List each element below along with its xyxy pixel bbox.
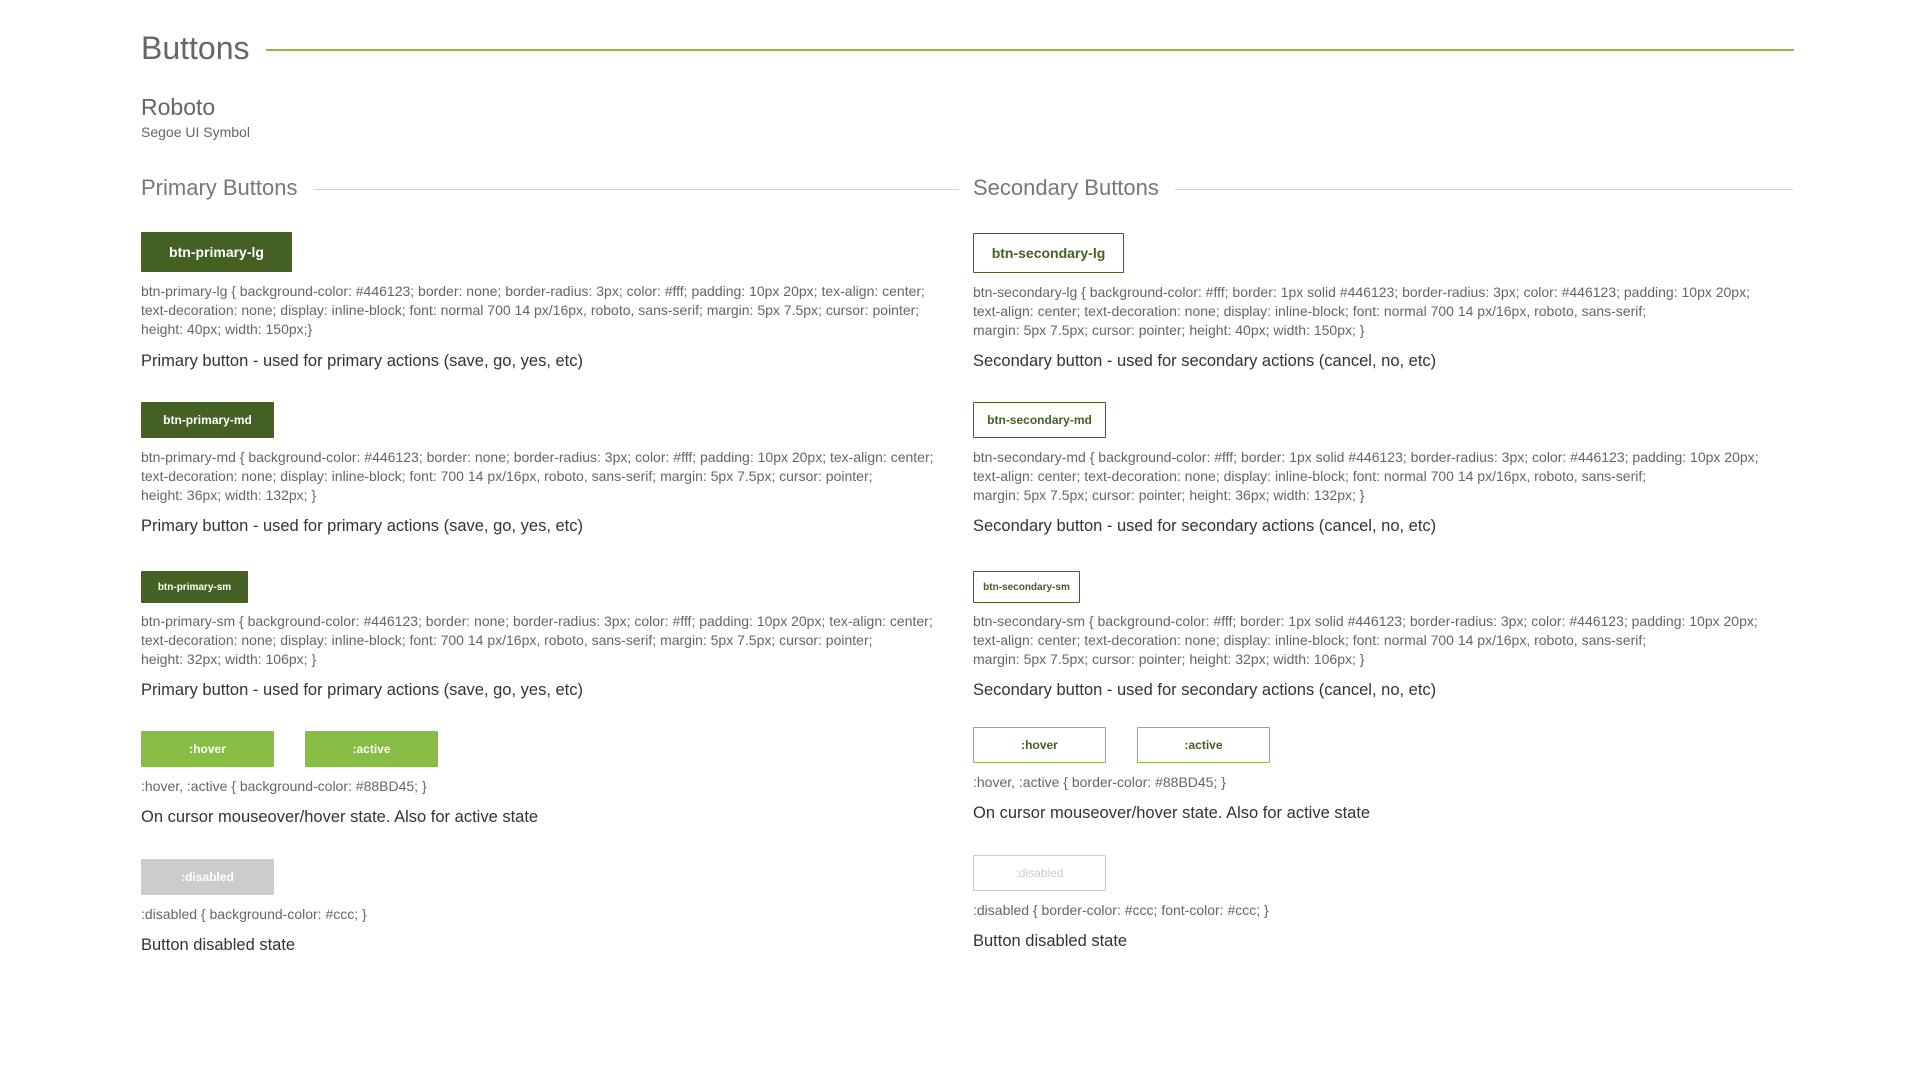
primary-states-css: :hover, :active { background-color: #88BD45; } bbox=[141, 778, 427, 794]
secondary-state-buttons bbox=[973, 727, 1793, 763]
secondary-disabled-description: Button disabled state bbox=[973, 932, 1128, 950]
secondary-section-header bbox=[973, 174, 1793, 202]
btn-secondary-sm[interactable]: btn-secondary-sm bbox=[973, 571, 1080, 603]
primary-disabled-block bbox=[141, 859, 961, 956]
primary-section-header bbox=[141, 174, 959, 202]
secondary-buttons-section bbox=[973, 174, 1793, 950]
primary-lg-description: Primary button - used for primary actions (save, go, yes, etc) bbox=[141, 352, 583, 370]
secondary-sm-description: Secondary button - used for secondary actions (cancel, no, etc) bbox=[973, 681, 1437, 699]
page-title: Buttons bbox=[141, 30, 250, 66]
primary-states-description: On cursor mouseover/hover state. Also for active state bbox=[141, 808, 539, 826]
secondary-states-description: On cursor mouseover/hover state. Also for active state bbox=[973, 804, 1371, 822]
secondary-lg-block bbox=[973, 233, 1793, 372]
btn-secondary-md[interactable]: btn-secondary-md bbox=[973, 402, 1106, 438]
btn-primary-lg[interactable]: btn-primary-lg bbox=[141, 232, 292, 272]
primary-states-block bbox=[141, 731, 961, 828]
primary-lg-block bbox=[141, 232, 961, 372]
primary-font-name: Roboto bbox=[141, 94, 216, 120]
primary-section-title: Primary Buttons bbox=[141, 175, 298, 200]
secondary-md-block bbox=[973, 402, 1793, 537]
primary-disabled-description: Button disabled state bbox=[141, 936, 296, 954]
secondary-states-css: :hover, :active { border-color: #88BD45; } bbox=[973, 774, 1226, 790]
btn-secondary-disabled[interactable]: :disabled bbox=[973, 855, 1106, 891]
header-divider bbox=[266, 49, 1794, 51]
secondary-lg-css: btn-secondary-lg { background-color: #fff; border: 1px solid #446123; border-radius: 3px; color: #446123; padding: 10px 20px; text-align: center; text-decoration: none; display: inline-block; font: normal 700 14 px/16px, roboto, sans-serif; margin: 5px 7.5px; cursor: pointer; height: 40px; width: 150px; } bbox=[973, 284, 1750, 338]
primary-md-block bbox=[141, 402, 961, 537]
secondary-md-css: btn-secondary-md { background-color: #fff; border: 1px solid #446123; border-radius: 3px; color: #446123; padding: 10px 20px; text-align: center; text-decoration: none; display: inline-block; font: normal 700 14 px/16px, roboto, sans-serif; margin: 5px 7.5px; cursor: pointer; height: 36px; width: 132px; } bbox=[973, 449, 1759, 503]
btn-secondary-hover[interactable]: :hover bbox=[973, 727, 1106, 763]
secondary-section-title: Secondary Buttons bbox=[973, 175, 1159, 200]
secondary-disabled-css: :disabled { border-color: #ccc; font-color: #ccc; } bbox=[973, 902, 1269, 918]
secondary-states-block bbox=[973, 727, 1793, 824]
secondary-sm-css: btn-secondary-sm { background-color: #fff; border: 1px solid #446123; border-radius: 3px; color: #446123; padding: 10px 20px; text-align: center; text-decoration: none; display: inline-block; font: normal 700 14 px/16px, roboto, sans-serif; margin: 5px 7.5px; cursor: pointer; height: 32px; width: 106px; } bbox=[973, 613, 1758, 667]
secondary-disabled-block bbox=[973, 855, 1793, 952]
secondary-sm-block bbox=[973, 571, 1793, 701]
secondary-font-name: Segoe UI Symbol bbox=[141, 124, 250, 140]
font-info bbox=[141, 93, 250, 141]
page-header bbox=[141, 30, 1794, 67]
primary-buttons-section bbox=[141, 174, 959, 954]
primary-section-divider bbox=[314, 189, 960, 190]
primary-md-css: btn-primary-md { background-color: #446123; border: none; border-radius: 3px; color: #fff; padding: 10px 20px; tex-align: center; text-decoration: none; display: inline-block; font: 700 14 px/16px, roboto, sans-serif; margin: 5px 7.5px; cursor: pointer; height: 36px; width: 132px; } bbox=[141, 449, 934, 503]
primary-md-description: Primary button - used for primary actions (save, go, yes, etc) bbox=[141, 517, 583, 535]
btn-primary-disabled[interactable]: :disabled bbox=[141, 859, 274, 895]
secondary-md-description: Secondary button - used for secondary actions (cancel, no, etc) bbox=[973, 517, 1437, 535]
primary-sm-description: Primary button - used for primary actions (save, go, yes, etc) bbox=[141, 681, 583, 699]
secondary-section-divider bbox=[1175, 189, 1793, 190]
btn-secondary-active[interactable]: :active bbox=[1137, 727, 1270, 763]
primary-state-buttons bbox=[141, 731, 961, 767]
btn-primary-active[interactable]: :active bbox=[305, 731, 438, 767]
btn-primary-sm[interactable]: btn-primary-sm bbox=[141, 571, 248, 603]
primary-sm-css: btn-primary-sm { background-color: #446123; border: none; border-radius: 3px; color: #fff; padding: 10px 20px; tex-align: center; text-decoration: none; display: inline-block; font: 700 14 px/16px, roboto, sans-serif; margin: 5px 7.5px; cursor: pointer; height: 32px; width: 106px; } bbox=[141, 613, 933, 667]
btn-secondary-lg[interactable]: btn-secondary-lg bbox=[973, 233, 1124, 273]
primary-lg-css: btn-primary-lg { background-color: #446123; border: none; border-radius: 3px; color: #fff; padding: 10px 20px; tex-align: center; text-decoration: none; display: inline-block; font: normal 700 14 px/16px, roboto, sans-serif; margin: 5px 7.5px; cursor: pointer; height: 40px; width: 150px;} bbox=[141, 283, 925, 337]
secondary-lg-description: Secondary button - used for secondary actions (cancel, no, etc) bbox=[973, 352, 1437, 370]
primary-sm-block bbox=[141, 571, 961, 701]
primary-disabled-css: :disabled { background-color: #ccc; } bbox=[141, 906, 367, 922]
btn-primary-md[interactable]: btn-primary-md bbox=[141, 402, 274, 438]
btn-primary-hover[interactable]: :hover bbox=[141, 731, 274, 767]
